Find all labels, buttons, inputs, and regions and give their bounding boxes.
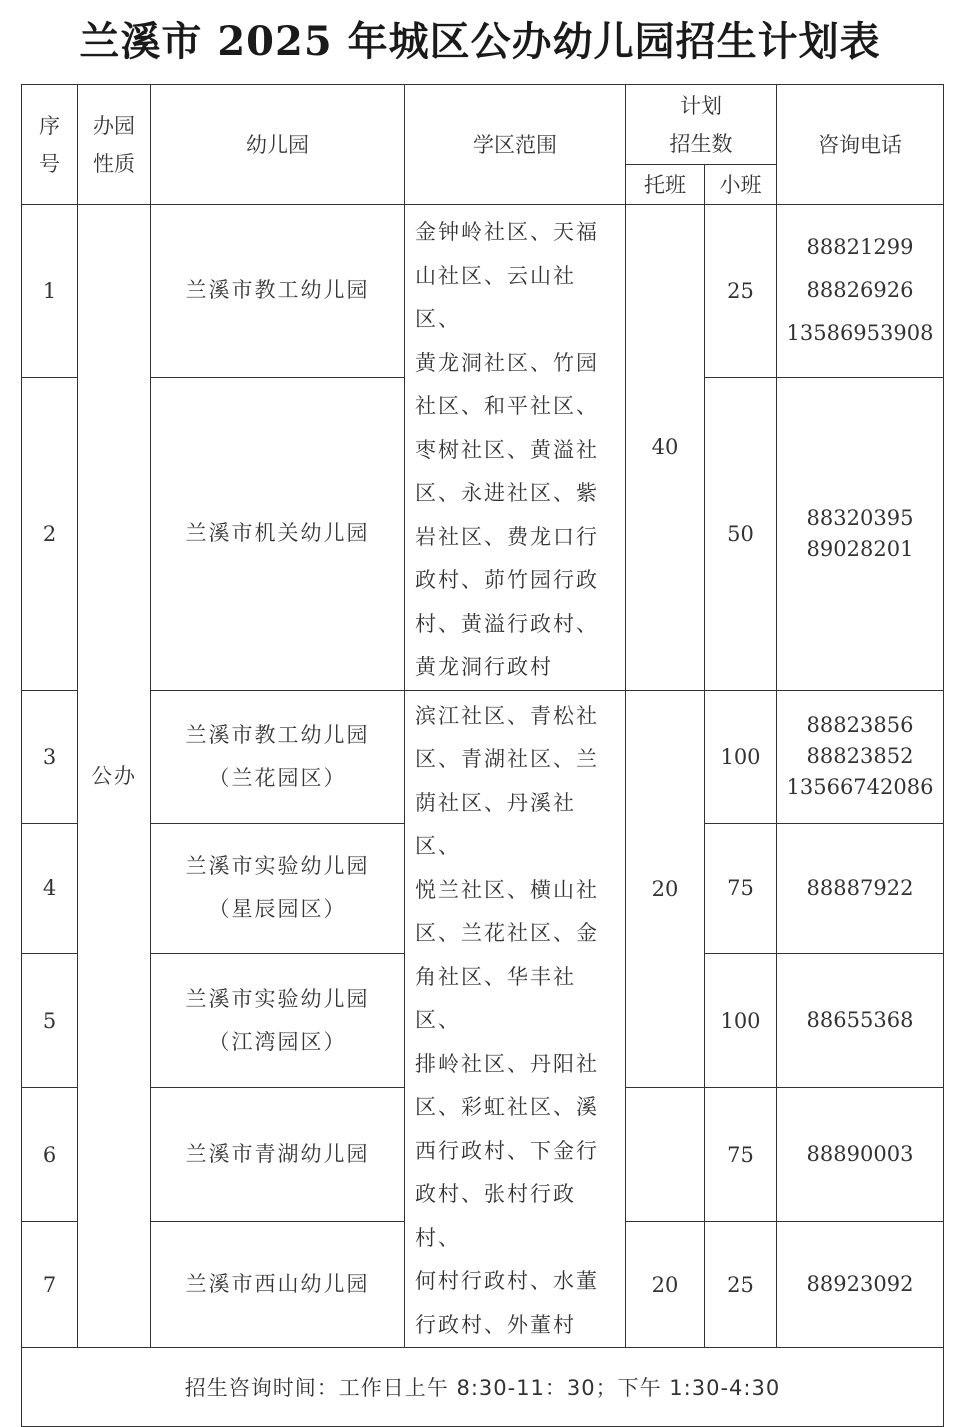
kindergarten-name-line: 兰溪市教工幼儿园 xyxy=(185,278,370,303)
xiao-count: 50 xyxy=(705,377,777,690)
kindergarten-name-line: （江湾园区） xyxy=(208,1029,347,1054)
zone-line: 何村行政村、水董 xyxy=(415,1269,599,1293)
zone-line: 黄龙洞社区、竹园 xyxy=(415,350,599,375)
kindergarten-name xyxy=(151,690,405,823)
zone-line: 村、黄溢行政村、 xyxy=(415,611,599,636)
table-row xyxy=(22,205,944,378)
zone-line: 区、彩虹社区、溪 xyxy=(415,1095,599,1119)
zone-line: 区、永进社区、紫 xyxy=(415,481,599,505)
phone-number: 88923092 xyxy=(806,1272,914,1297)
phone-number: 88821299 xyxy=(806,235,914,260)
kindergarten-name-line: 兰溪市实验幼儿园 xyxy=(185,986,370,1011)
row-number: 7 xyxy=(22,1222,78,1348)
header-seq xyxy=(22,85,78,205)
zone-line: 荫社区、丹溪社区、 xyxy=(415,790,576,858)
zone-line: 社区、和平社区、 xyxy=(415,394,599,418)
xiao-count: 75 xyxy=(705,1088,777,1222)
phone-cell xyxy=(777,823,944,953)
xiao-count: 25 xyxy=(705,1222,777,1348)
phone-number: 88823852 xyxy=(806,744,914,768)
row-number: 5 xyxy=(22,953,78,1087)
header-kindergarten: 幼儿园 xyxy=(151,85,405,205)
header-row xyxy=(22,85,944,165)
xiao-count: 100 xyxy=(705,690,777,823)
zone-line: 政村、茆竹园行政 xyxy=(415,568,599,592)
zone-line: 岩社区、费龙口行 xyxy=(415,524,599,549)
zone-line: 排岭社区、丹阳社 xyxy=(415,1051,599,1076)
zone-line: 枣树社区、黄溢社 xyxy=(415,437,599,462)
header-type-line: 办园 xyxy=(93,113,135,138)
kindergarten-name xyxy=(151,1222,405,1348)
row-number: 1 xyxy=(22,205,78,378)
row-number: 3 xyxy=(22,690,78,823)
phone-cell xyxy=(777,377,944,690)
page-title: 兰溪市 2025 年城区公办幼儿园招生计划表 xyxy=(79,18,881,65)
kindergarten-name-line: 兰溪市教工幼儿园 xyxy=(185,722,370,747)
row-number: 6 xyxy=(22,1088,78,1222)
consult-hours: 招生咨询时间：工作日上午 8:30-11：30；下午 1:30-4:30 xyxy=(22,1348,944,1427)
zone-line: 西行政村、下金行 xyxy=(415,1138,599,1163)
phone-number: 13586953908 xyxy=(786,321,934,346)
kindergarten-name xyxy=(151,1088,405,1222)
phone-number: 88890003 xyxy=(806,1142,914,1167)
tuo-count: 20 xyxy=(626,690,705,1088)
kindergarten-name-line: 兰溪市实验幼儿园 xyxy=(185,854,370,879)
row-number: 2 xyxy=(22,377,78,690)
xiao-count: 75 xyxy=(705,823,777,953)
phone-number: 88887922 xyxy=(806,875,914,900)
zone-group-2 xyxy=(405,690,626,1348)
kindergarten-name-line: （星辰园区） xyxy=(208,897,347,922)
header-seq-line: 序 xyxy=(39,113,60,138)
phone-cell xyxy=(777,205,944,378)
zone-line: 山社区、云山社区、 xyxy=(415,263,576,331)
tuo-count: 20 xyxy=(626,1222,705,1348)
kindergarten-name xyxy=(151,205,405,378)
enrollment-table xyxy=(21,84,944,1427)
kindergarten-name-line: 兰溪市青湖幼儿园 xyxy=(185,1142,370,1167)
zone-line: 滨江社区、青松社 xyxy=(415,703,599,728)
header-zone: 学区范围 xyxy=(405,85,626,205)
zone-line: 政村、张村行政村、 xyxy=(415,1182,576,1250)
phone-number: 88823856 xyxy=(806,713,914,737)
tuo-count xyxy=(626,1088,705,1222)
phone-cell xyxy=(777,1222,944,1348)
phone-number: 88320395 xyxy=(806,505,914,530)
header-plan xyxy=(626,85,777,165)
kindergarten-name xyxy=(151,377,405,690)
kindergarten-name-line: （兰花园区） xyxy=(208,765,347,790)
footer-row xyxy=(22,1348,944,1427)
phone-cell xyxy=(777,953,944,1087)
phone-number: 88655368 xyxy=(806,1008,914,1033)
phone-number: 88826926 xyxy=(806,278,914,303)
header-plan-line: 招生数 xyxy=(669,131,733,156)
zone-line: 角社区、华丰社区、 xyxy=(415,964,576,1032)
nature-cell: 公办 xyxy=(78,205,151,1348)
xiao-count: 100 xyxy=(705,953,777,1087)
phone-number: 13566742086 xyxy=(786,775,934,799)
tuo-count: 40 xyxy=(626,205,705,691)
zone-line: 金钟岭社区、天福 xyxy=(415,220,599,244)
kindergarten-name-line: 兰溪市机关幼儿园 xyxy=(185,521,370,546)
header-phone: 咨询电话 xyxy=(777,85,944,205)
zone-line: 区、兰花社区、金 xyxy=(415,921,599,945)
phone-cell xyxy=(777,690,944,823)
header-xiao: 小班 xyxy=(705,165,777,205)
zone-line: 行政村、外董村 xyxy=(415,1312,576,1337)
kindergarten-name xyxy=(151,823,405,953)
row-number: 4 xyxy=(22,823,78,953)
zone-group-1 xyxy=(405,205,626,691)
xiao-count: 25 xyxy=(705,205,777,378)
header-type-line: 性质 xyxy=(93,151,135,176)
table-row xyxy=(22,690,944,823)
phone-cell xyxy=(777,1088,944,1222)
kindergarten-name-line: 兰溪市西山幼儿园 xyxy=(185,1272,370,1297)
zone-line: 区、青湖社区、兰 xyxy=(415,747,599,771)
kindergarten-name xyxy=(151,953,405,1087)
header-tuo: 托班 xyxy=(626,165,705,205)
zone-line: 黄龙洞行政村 xyxy=(415,655,553,679)
zone-line: 悦兰社区、横山社 xyxy=(415,877,599,902)
header-plan-line: 计划 xyxy=(680,93,722,118)
header-type xyxy=(78,85,151,205)
phone-number: 89028201 xyxy=(806,536,914,561)
header-seq-line: 号 xyxy=(39,151,60,176)
